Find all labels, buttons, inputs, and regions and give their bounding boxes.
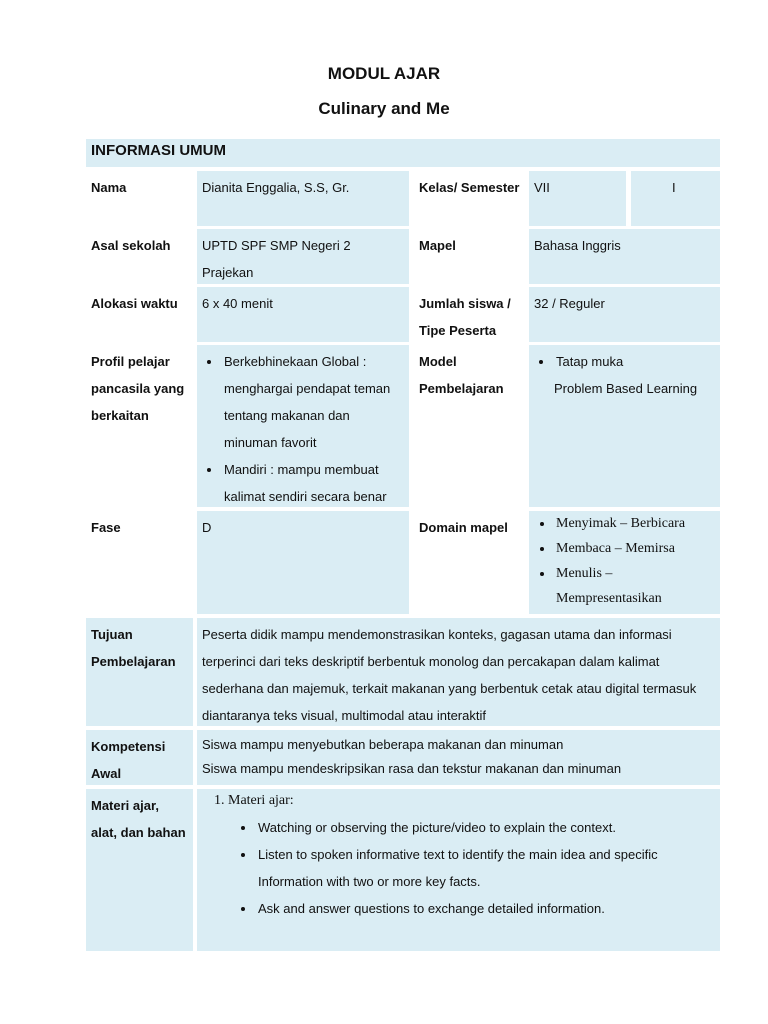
profil-list [202,348,404,507]
list-item: • Menulis – Mempresentasikan [554,561,715,611]
label-alokasi-waktu: Alokasi waktu [86,287,193,342]
domain-list [534,511,715,611]
value-nama: Dianita Enggalia, S.S, Gr. [197,171,409,226]
value-tujuan-pembelajaran: Peserta didik mampu mendemonstrasikan konteks, gagasan utama dan informasi terperinci dari teks deskriptif berbentuk monolog dan percakapan dalam kalimat sederhana dan majemuk, terkait makanan yang berbentuk cetak atau digital termasuk diantaranya teks visual, multimodal atau interaktif [197,618,720,726]
label-model-pembelajaran: Model Pembelajaran [414,345,526,507]
section-header-informasi-umum: INFORMASI UMUM [86,139,720,167]
label-kompetensi-awal: Kompetensi Awal [86,730,193,785]
document-title: MODUL AJAR [327,64,441,83]
value-asal-sekolah: UPTD SPF SMP Negeri 2 Prajekan [197,229,409,284]
kompetensi-line: Siswa mampu mendeskripsikan rasa dan tekstur makanan dan minuman [202,761,622,776]
label-nama: Nama [86,171,193,226]
label-kelas-semester: Kelas/ Semester [414,171,526,226]
list-item: • Menyimak – Berbicara [554,511,715,536]
list-item: • Watching or observing the picture/video to explain the context. [256,814,715,841]
value-materi-ajar [197,789,720,951]
list-item: • Listen to spoken informative text to identify the main idea and specific Information with two or more key facts. [256,841,715,895]
label-jumlah-siswa: Jumlah siswa / Tipe Peserta [414,287,526,342]
value-kompetensi-awal [197,730,720,785]
label-materi-ajar: Materi ajar, alat, dan bahan [86,789,193,951]
label-domain-mapel: Domain mapel [414,511,526,614]
label-mapel: Mapel [414,229,526,284]
list-item: • Ask and answer questions to exchange detailed information. [256,895,715,922]
value-profil-pelajar [197,345,409,507]
value-domain-mapel [529,511,720,614]
label-profil-pelajar: Profil pelajar pancasila yang berkaitan [86,345,193,507]
list-item: • Tatap muka [554,348,715,375]
materi-bullet-list [202,814,715,922]
kompetensi-line: Siswa mampu menyebutkan beberapa makanan dan minuman [202,737,564,752]
list-item: • Berkebhinekaan Global : menghargai pendapat teman tentang makanan dan minuman favorit [222,348,404,456]
document-subtitle: Culinary and Me [318,99,450,118]
model-list [534,348,715,375]
value-mapel: Bahasa Inggris [529,229,720,284]
value-semester: I [631,171,720,226]
list-item: • Mandiri : mampu membuat kalimat sendiri secara benar [222,456,404,507]
label-fase: Fase [86,511,193,614]
value-model-pembelajaran [529,345,720,507]
value-kelas: VII [529,171,626,226]
label-tujuan-pembelajaran: Tujuan Pembelajaran [86,618,193,726]
materi-numbered-list [202,790,715,812]
list-item: 1. Materi ajar: [228,790,715,812]
label-asal-sekolah: Asal sekolah [86,229,193,284]
list-item: • Membaca – Memirsa [554,536,715,561]
value-fase: D [197,511,409,614]
value-jumlah-siswa: 32 / Reguler [529,287,720,342]
value-alokasi-waktu: 6 x 40 menit [197,287,409,342]
model-text: Problem Based Learning [554,381,698,396]
